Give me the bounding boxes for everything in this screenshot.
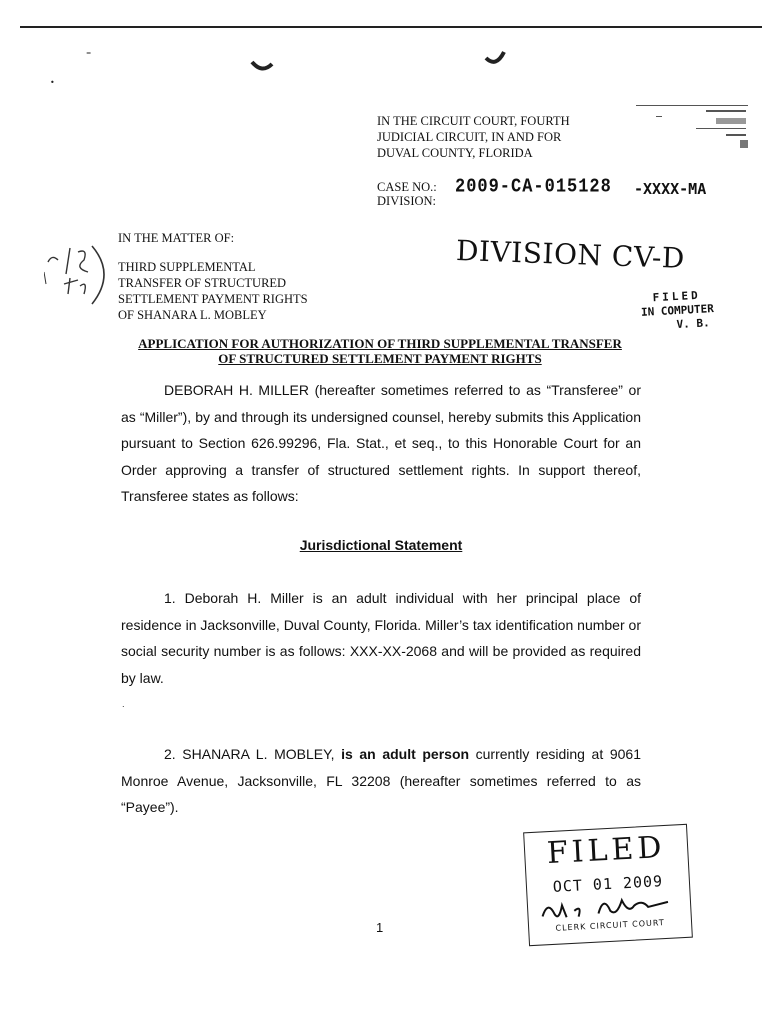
paragraph-2-rest: currently residing at 9061 Monroe Avenue, Jacksonville, FL 32208 (hereafter sometimes referred to as “Payee”).: [121, 746, 641, 815]
intro-paragraph: DEBORAH H. MILLER (hereafter sometimes referred to as “Transferee” or as “Miller”), by and through its undersigned counsel, hereby submits this Application pursuant to Section 626.99296, Fla. Stat., et seq., to this Honorable Court for an Order approving a transfer of structured settlement rights. In support thereof, Transferee states as follows:: [121, 382, 641, 504]
margin-handwriting: [44, 244, 114, 313]
filed-stamp-word: FILED: [546, 829, 667, 872]
paragraph-2-lead: 2. SHANARA L. MOBLEY,: [164, 746, 342, 762]
top-rule: [20, 26, 762, 28]
hole-punch-mark: [250, 58, 274, 72]
court-line: JUDICIAL CIRCUIT, IN AND FOR: [377, 130, 562, 144]
paragraph-1: 1. Deborah H. Miller is an adult individual with her principal place of residence in Jacksonville, Duval County, Florida. Miller’s tax identification number or social security number is as follows: XXX-XX-2068 and will be provided as required by law.: [121, 590, 641, 686]
division-label: DIVISION:: [377, 194, 437, 208]
handwritten-note-icon: [44, 244, 114, 308]
stamp-line: IN COMPUTER: [640, 302, 715, 319]
filed-stamp-box: [523, 824, 693, 946]
case-no-label: CASE NO.:: [377, 180, 437, 194]
matter-line: SETTLEMENT PAYMENT RIGHTS: [118, 292, 308, 306]
scan-mark: ⁼: [86, 50, 92, 61]
scan-mark: .: [122, 700, 125, 709]
filed-in-computer-stamp: [640, 288, 715, 334]
case-labels: [377, 180, 437, 208]
court-line: DUVAL COUNTY, FLORIDA: [377, 146, 533, 160]
matter-line: TRANSFER OF STRUCTURED: [118, 276, 287, 290]
filed-stamp-date: OCT 01 2009: [552, 872, 664, 896]
matter-line: THIRD SUPPLEMENTAL: [118, 260, 256, 274]
title-line: APPLICATION FOR AUTHORIZATION OF THIRD SUPPLEMENTAL TRANSFER: [138, 336, 622, 351]
stamp-line: V. B.: [676, 316, 710, 332]
division-stamp: DIVISION CV-D: [455, 234, 686, 275]
matter-heading: IN THE MATTER OF:: [118, 231, 235, 245]
scan-mark: •: [50, 78, 55, 87]
court-line: IN THE CIRCUIT COURT, FOURTH: [377, 114, 570, 128]
page-number: 1: [376, 920, 384, 935]
hole-punch-mark: [484, 50, 508, 68]
title-line: OF STRUCTURED SETTLEMENT PAYMENT RIGHTS: [218, 351, 542, 366]
paragraph-2: [121, 741, 641, 821]
filed-stamp-clerk: CLERK CIRCUIT COURT: [555, 918, 665, 933]
court-header: [377, 113, 607, 161]
stamp-line: FILED: [652, 288, 702, 305]
case-suffix: -XXXX-MA: [634, 180, 707, 198]
matter-line: OF SHANARA L. MOBLEY: [118, 308, 267, 322]
paragraph-2-bold: is an adult person: [341, 746, 470, 762]
matter-caption: [118, 259, 358, 323]
scan-noise: [636, 100, 756, 160]
case-number: 2009-CA-015128: [455, 176, 612, 199]
application-title: [100, 336, 660, 366]
section-heading: Jurisdictional Statement: [299, 537, 463, 553]
